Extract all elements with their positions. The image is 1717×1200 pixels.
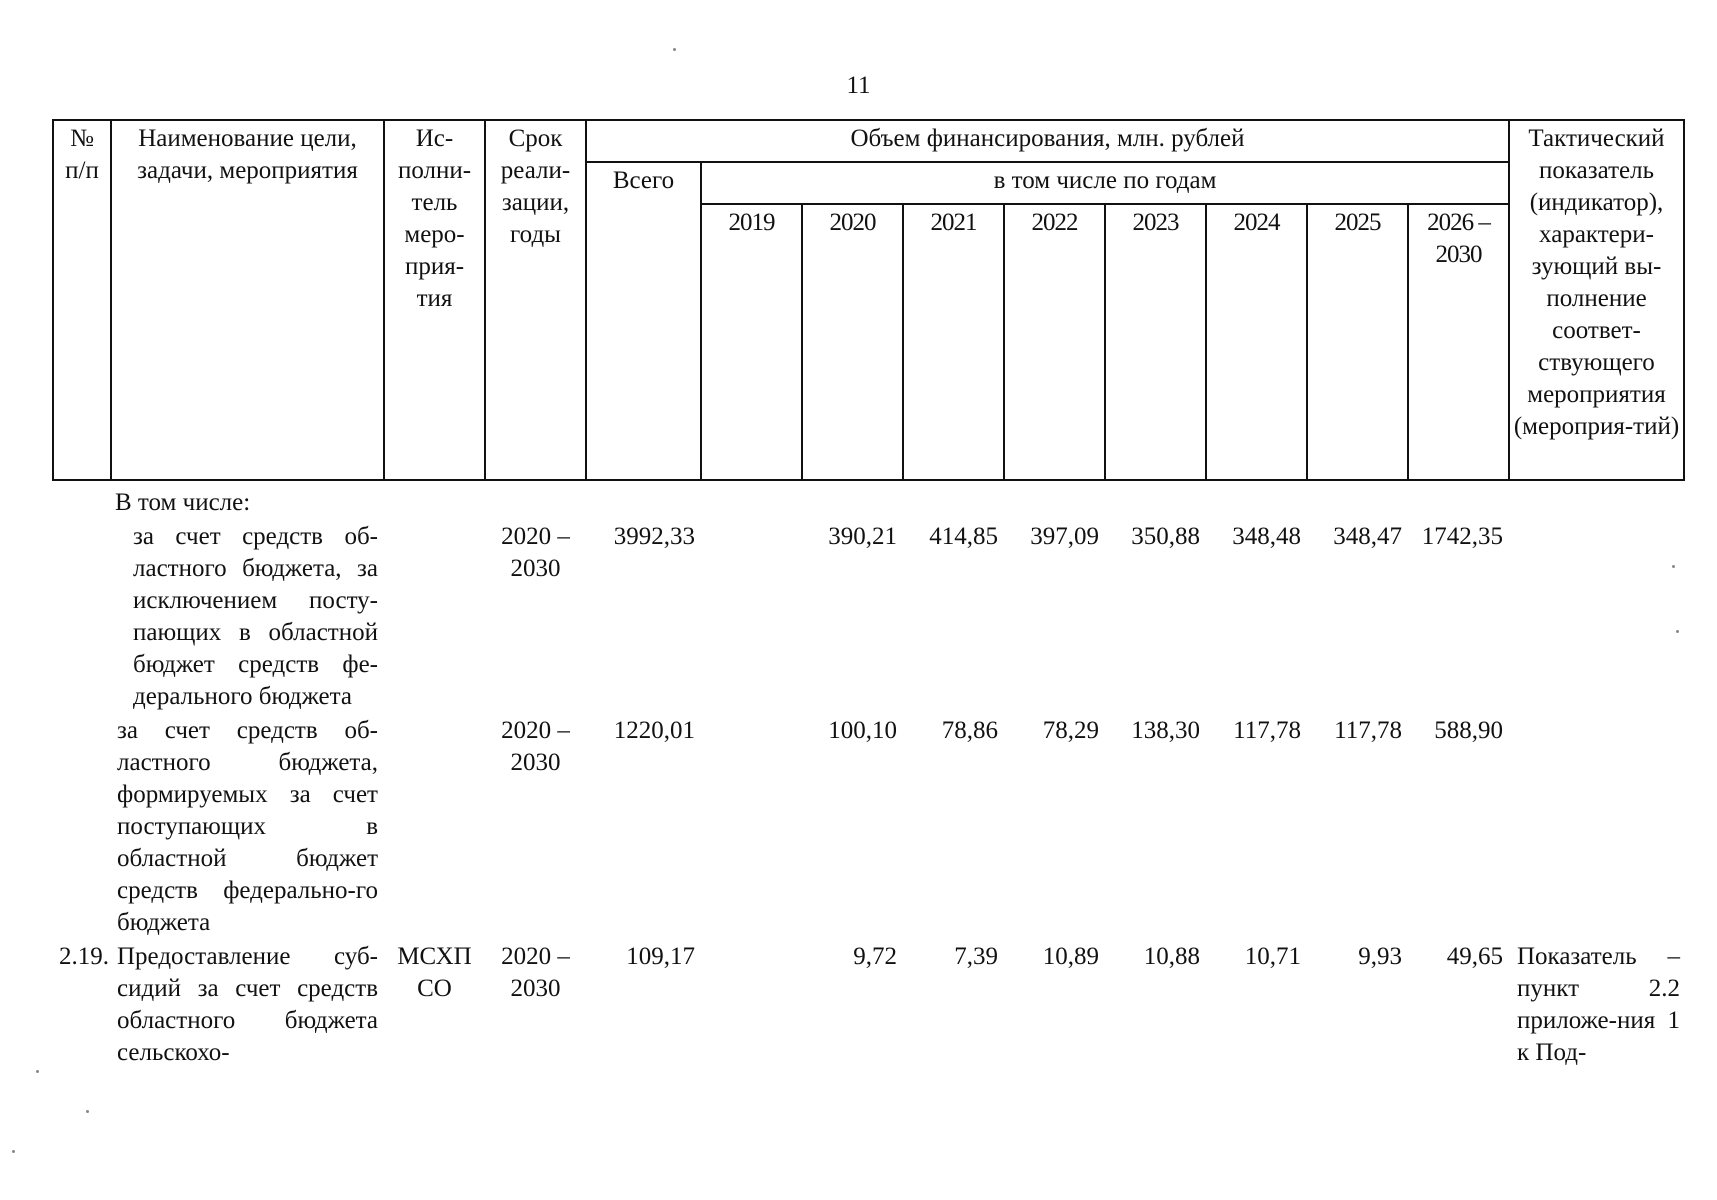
row-value-2025: 9,93 <box>1358 943 1402 970</box>
row-value-2026-2030: 49,65 <box>1446 943 1503 970</box>
row-value-2026-2030: 588,90 <box>1434 717 1503 744</box>
row-num: 2.19. <box>59 943 109 970</box>
row-value-2019 <box>701 520 802 714</box>
row-value-2023: 350,88 <box>1131 523 1200 550</box>
header-indicator: Тактический показатель (индикатор), характери-зующий вы-полнение соответ-ствующего мероприятия (мероприя-тий) <box>1509 120 1684 480</box>
row-value-2024: 348,48 <box>1232 523 1301 550</box>
row-value-2020: 390,21 <box>828 523 897 550</box>
row-value-2024: 10,71 <box>1244 943 1301 970</box>
table-body <box>53 480 1684 1070</box>
header-name: Наименование цели, задачи, мероприятия <box>111 120 384 480</box>
row-total: 1220,01 <box>613 717 695 744</box>
header-by-years: в том числе по годам <box>701 162 1509 204</box>
financing-table <box>52 119 1685 1070</box>
header-total: Всего <box>586 162 701 480</box>
row-value-2026-2030: 1742,35 <box>1421 523 1503 550</box>
row-executor <box>384 714 485 940</box>
section-label: В том числе: <box>115 489 251 516</box>
row-term: 2020 – 2030 <box>501 523 570 582</box>
row-term: 2020 – 2030 <box>501 943 570 1002</box>
header-term: Срок реали-зации, годы <box>485 120 586 480</box>
row-indicator <box>1509 520 1684 714</box>
row-value-2023: 10,88 <box>1143 943 1200 970</box>
header-num: № п/п <box>53 120 111 480</box>
row-value-2025: 117,78 <box>1334 717 1402 744</box>
header-year: 2022 <box>1004 204 1105 480</box>
row-name: за счет средств об-ластного бюджета, формируемых за счет поступающих в областной бюджет средств федерально-го бюджета <box>117 717 378 936</box>
header-year: 2026 – 2030 <box>1408 204 1509 480</box>
scan-speck <box>673 48 676 51</box>
header-year: 2025 <box>1307 204 1408 480</box>
row-value-2021: 78,86 <box>941 717 998 744</box>
header-year: 2024 <box>1206 204 1307 480</box>
row-value-2021: 414,85 <box>929 523 998 550</box>
row-indicator <box>1509 714 1684 940</box>
row-value-2022: 78,29 <box>1042 717 1099 744</box>
scan-speck <box>36 1070 39 1073</box>
row-name: Предоставление суб-сидий за счет средств областного бюджета сельскохо- <box>117 943 378 1066</box>
scan-speck <box>86 1110 89 1113</box>
row-value-2022: 397,09 <box>1030 523 1099 550</box>
scan-speck <box>12 1150 15 1153</box>
row-executor: МСХП СО <box>397 943 472 1002</box>
row-value-2025: 348,47 <box>1333 523 1402 550</box>
row-executor <box>384 520 485 714</box>
row-num <box>53 714 111 940</box>
page-number: 11 <box>846 72 871 99</box>
scan-speck <box>1672 565 1675 568</box>
row-name: за счет средств об-ластного бюджета, за исключением посту-пающих в областной бюджет средств фе-дерального бюджета <box>133 523 378 710</box>
header-financing: Объем финансирования, млн. рублей <box>586 120 1509 162</box>
row-value-2021: 7,39 <box>954 943 998 970</box>
table-row <box>53 714 1684 940</box>
row-value-2023: 138,30 <box>1131 717 1200 744</box>
row-indicator: Показатель – пункт 2.2 приложе-ния 1 к Под- <box>1517 943 1680 1066</box>
table-row <box>53 940 1684 1070</box>
header-year: 2021 <box>903 204 1004 480</box>
header-year: 2020 <box>802 204 903 480</box>
scan-speck <box>1676 630 1679 633</box>
row-total: 109,17 <box>626 943 695 970</box>
header-year: 2019 <box>701 204 802 480</box>
section-row <box>53 480 1684 520</box>
row-value-2019 <box>701 940 802 1070</box>
row-num <box>53 520 111 714</box>
row-value-2019 <box>701 714 802 940</box>
row-term: 2020 – 2030 <box>501 717 570 776</box>
row-value-2022: 10,89 <box>1042 943 1099 970</box>
table-row <box>53 520 1684 714</box>
header-year: 2023 <box>1105 204 1206 480</box>
row-total: 3992,33 <box>613 523 695 550</box>
row-value-2024: 117,78 <box>1233 717 1301 744</box>
row-value-2020: 100,10 <box>828 717 897 744</box>
row-value-2020: 9,72 <box>853 943 897 970</box>
table-header <box>53 120 1684 480</box>
header-executor: Ис-полни-тель меро-прия-тия <box>384 120 485 480</box>
